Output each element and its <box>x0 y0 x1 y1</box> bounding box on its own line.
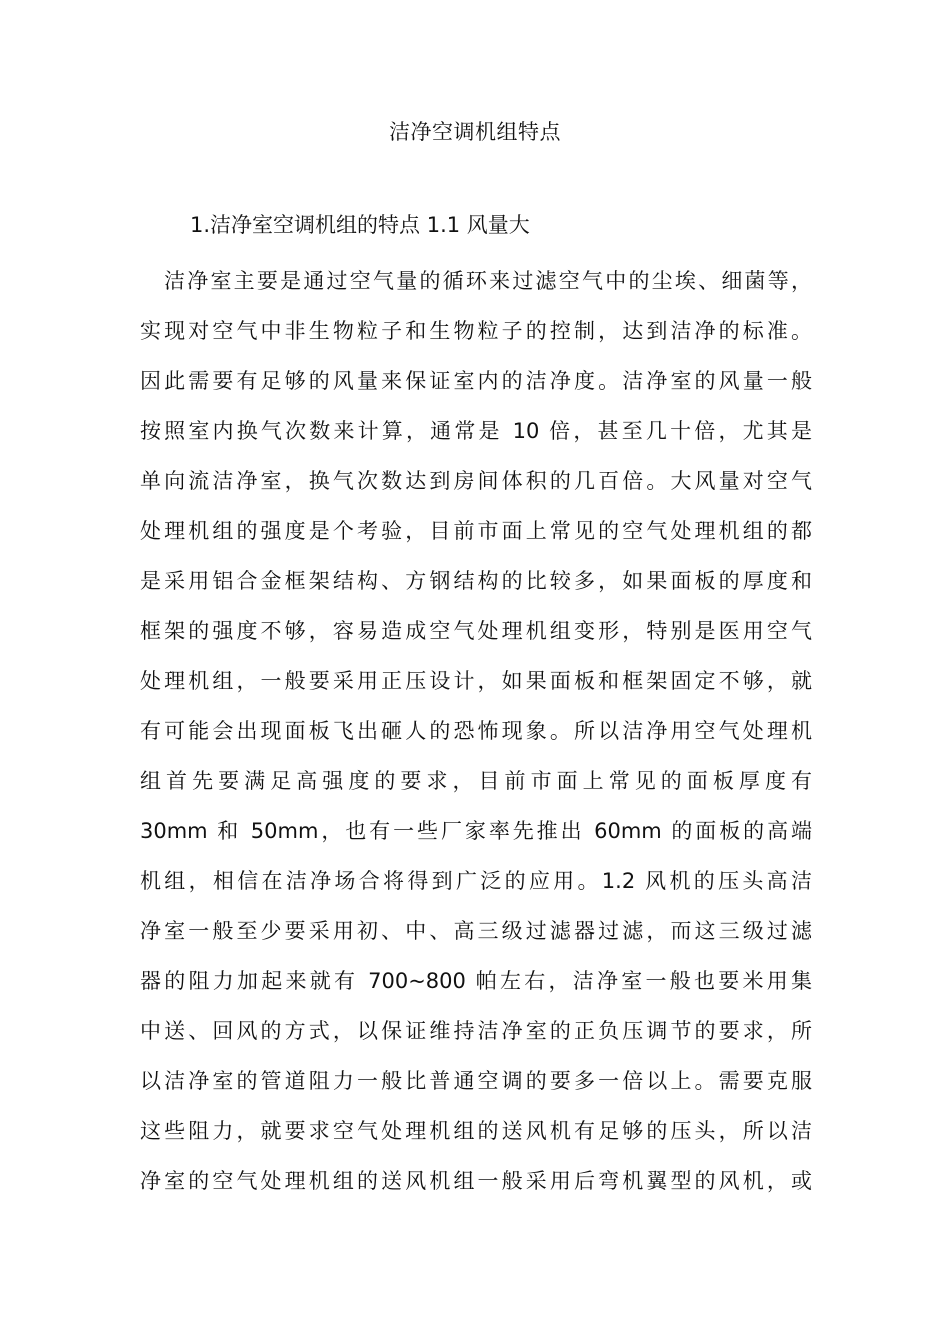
paragraph-line: 机组，相信在洁净场合将得到广泛的应用。1.2 风机的压头高洁 <box>140 869 812 893</box>
paragraph-line: 有可能会出现面板飞出砸人的恐怖现象。所以洁净用空气处理机 <box>140 719 812 743</box>
paragraph-line: 实现对空气中非生物粒子和生物粒子的控制，达到洁净的标准。 <box>140 319 812 343</box>
paragraph-line: 按照室内换气次数来计算，通常是 10 倍，甚至几十倍，尤其是 <box>140 419 812 443</box>
paragraph-line: 组首先要满足高强度的要求，目前市面上常见的面板厚度有 <box>140 769 812 793</box>
paragraph-line: 这些阻力，就要求空气处理机组的送风机有足够的压头，所以洁 <box>140 1119 812 1143</box>
paragraph-line: 净室的空气处理机组的送风机组一般采用后弯机翼型的风机，或 <box>140 1169 812 1193</box>
paragraph-line: 中送、回风的方式，以保证维持洁净室的正负压调节的要求，所 <box>140 1019 812 1043</box>
paragraph-line: 因此需要有足够的风量来保证室内的洁净度。洁净室的风量一般 <box>140 369 812 393</box>
paragraph-line: 以洁净室的管道阻力一般比普通空调的要多一倍以上。需要克服 <box>140 1069 812 1093</box>
paragraph-line: 框架的强度不够，容易造成空气处理机组变形，特别是医用空气 <box>140 619 812 643</box>
paragraph-line: 器的阻力加起来就有 700~800 帕左右，洁净室一般也要米用集 <box>140 969 812 993</box>
paragraph-line: 单向流洁净室，换气次数达到房间体积的几百倍。大风量对空气 <box>140 469 812 493</box>
document-title: 洁净空调机组特点 <box>389 120 561 144</box>
section-heading: 1.洁净室空调机组的特点 1.1 风量大 <box>190 213 530 237</box>
paragraph-line: 30mm 和 50mm，也有一些厂家率先推出 60mm 的面板的高端 <box>140 819 812 843</box>
paragraph-line: 洁净室主要是通过空气量的循环来过滤空气中的尘埃、细菌等， <box>164 269 812 293</box>
paragraph-line: 净室一般至少要采用初、中、高三级过滤器过滤，而这三级过滤 <box>140 919 812 943</box>
paragraph-line: 处理机组的强度是个考验，目前市面上常见的空气处理机组的都 <box>140 519 812 543</box>
paragraph-line: 是采用铝合金框架结构、方钢结构的比较多，如果面板的厚度和 <box>140 569 812 593</box>
paragraph-line: 处理机组，一般要采用正压设计，如果面板和框架固定不够，就 <box>140 669 812 693</box>
body-paragraph <box>140 256 812 1206</box>
